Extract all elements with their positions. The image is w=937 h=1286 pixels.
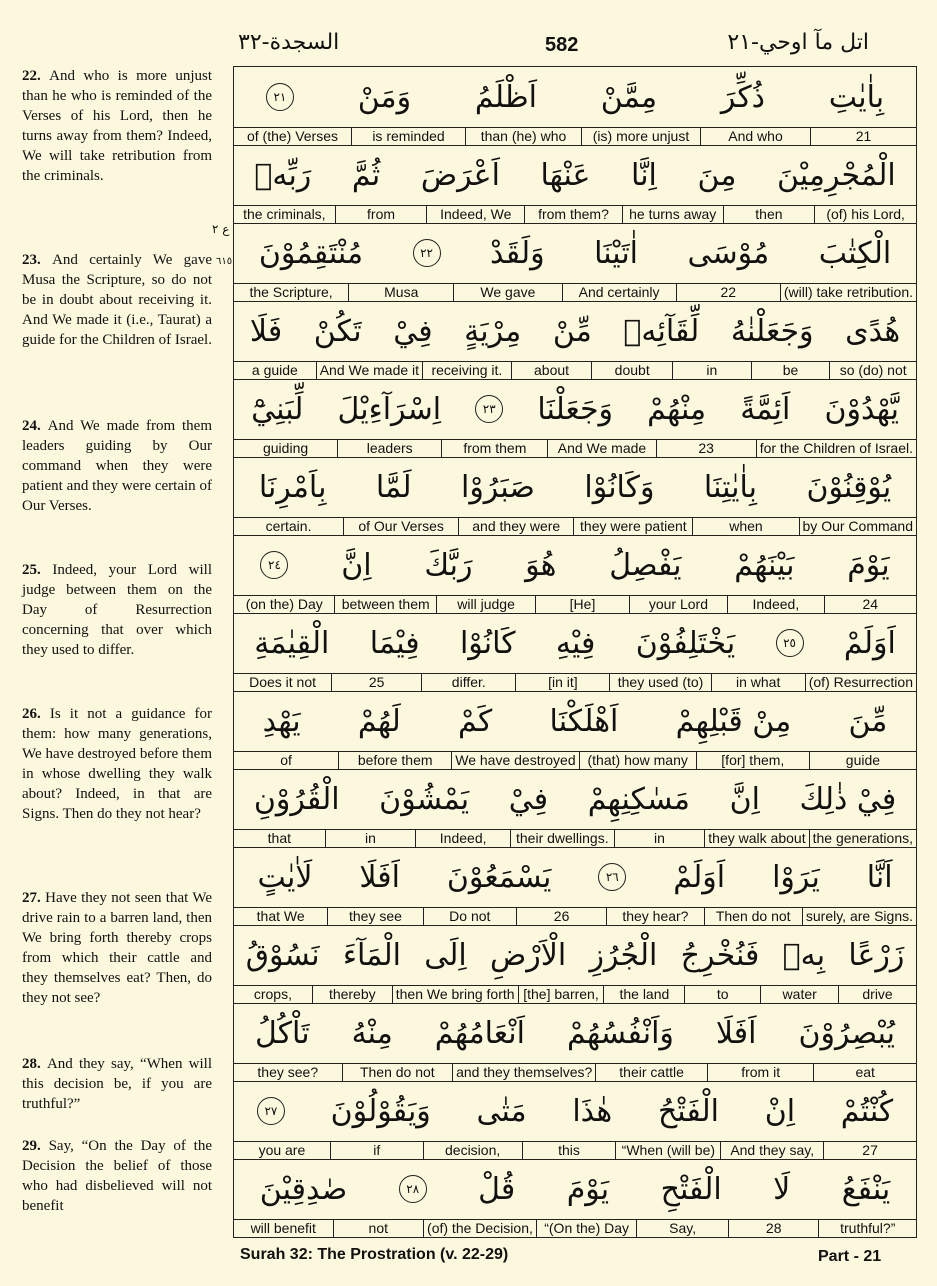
ruku-number: ٦١٥ bbox=[216, 256, 233, 267]
gloss-cell: (of) his Lord, bbox=[814, 206, 916, 223]
arabic-word: ثُمَّ bbox=[351, 157, 381, 193]
gloss-cell: is reminded bbox=[351, 128, 465, 145]
arabic-word: مِّنْ bbox=[552, 313, 592, 349]
gloss-cell: differ. bbox=[421, 674, 515, 691]
verse-number: 22. bbox=[22, 68, 50, 84]
gloss-cell: [for] them, bbox=[696, 752, 809, 769]
gloss-cell: Do not bbox=[423, 908, 516, 925]
verse-row bbox=[234, 613, 916, 691]
arabic-word: يَوْمَ bbox=[847, 547, 890, 583]
verse-number: 27. bbox=[22, 890, 46, 906]
arabic-word: بِاٰيٰتِ bbox=[828, 79, 885, 115]
gloss-line bbox=[234, 751, 916, 770]
gloss-line bbox=[234, 829, 916, 848]
arabic-word: بِهٖ bbox=[782, 937, 826, 973]
gloss-cell: so (do) not bbox=[829, 362, 916, 379]
arabic-word: نَسُوْقُ bbox=[245, 937, 320, 973]
verse-text: And who is more unjust than he who is reminded of the Verses of his Lord, then he turns away from them? Indeed, We will take retribution from the criminals. bbox=[22, 68, 212, 184]
gloss-cell: 26 bbox=[516, 908, 606, 925]
gloss-cell: truthful?” bbox=[818, 1220, 916, 1237]
arabic-word: يُبْصِرُوْنَ bbox=[798, 1015, 895, 1051]
arabic-word: فَنُخْرِجُ bbox=[680, 937, 760, 973]
arabic-word: لَا bbox=[773, 1171, 791, 1207]
arabic-line bbox=[234, 301, 916, 361]
arabic-word: الْمَآءَ bbox=[342, 937, 401, 973]
gloss-cell: the land bbox=[603, 986, 684, 1003]
arabic-word: الْقُرُوْنِ bbox=[253, 781, 340, 817]
gloss-cell: a guide bbox=[251, 362, 298, 378]
gloss-cell: your Lord bbox=[629, 596, 727, 613]
gloss-line bbox=[234, 205, 916, 224]
commentary-verse-28 bbox=[22, 1054, 212, 1114]
verse-text: And We made from them leaders guiding by Our command when they were patient and they were certain of Our Verses. bbox=[22, 418, 212, 514]
gloss-line bbox=[234, 517, 916, 536]
gloss-cell: about bbox=[511, 362, 592, 379]
verse-text: And they say, “When will this decision be, if you are truthful?” bbox=[22, 1056, 212, 1112]
gloss-cell: And certainly bbox=[562, 284, 676, 301]
arabic-word: فَلَا bbox=[249, 313, 283, 349]
gloss-cell: then bbox=[723, 206, 815, 223]
arabic-word: مَتٰى bbox=[476, 1093, 527, 1129]
verse-number: 28. bbox=[22, 1056, 47, 1072]
gloss-cell: they used (to) bbox=[609, 674, 710, 691]
arabic-line bbox=[234, 769, 916, 829]
gloss-cell: (of) Resurrection bbox=[805, 674, 916, 691]
arabic-word: اِنَّ bbox=[341, 547, 372, 583]
gloss-cell: their cattle bbox=[595, 1064, 707, 1081]
arabic-word: اَوَلَمْ bbox=[673, 859, 726, 895]
gloss-line bbox=[234, 907, 916, 926]
gloss-cell: decision, bbox=[423, 1142, 522, 1159]
gloss-cell: to bbox=[684, 986, 760, 1003]
arabic-word: مِمَّنْ bbox=[600, 79, 658, 115]
ayah-number-marker: ٢١ bbox=[266, 83, 294, 111]
verse-text: Indeed, your Lord will judge between them on the Day of Resurrection concerning that over which they used to differ. bbox=[22, 562, 212, 658]
gloss-cell: of (the) Verses bbox=[246, 128, 339, 144]
arabic-line bbox=[234, 457, 916, 517]
verse-text: Is it not a guidance for them: how many generations, We have destroyed before them in whose dwelling they walk about? Indeed, in that are Signs. Then do they not hear? bbox=[22, 706, 213, 822]
gloss-cell: (will) take retribution. bbox=[780, 284, 916, 301]
gloss-cell: for the Children of Israel. bbox=[756, 440, 916, 457]
arabic-word: لَمَّا bbox=[375, 469, 412, 505]
verse-number: 23. bbox=[22, 252, 53, 268]
gloss-cell: be bbox=[751, 362, 830, 379]
gloss-cell: they see bbox=[327, 908, 422, 925]
arabic-word: اِسْرَآءِيْلَ bbox=[337, 391, 442, 427]
gloss-cell: they walk about bbox=[704, 830, 808, 847]
gloss-line bbox=[234, 1219, 916, 1238]
arabic-line bbox=[234, 223, 916, 283]
arabic-word: يَسْمَعُوْنَ bbox=[446, 859, 552, 895]
ayah-number-marker: ٢٥ bbox=[776, 629, 804, 657]
verse-number: 25. bbox=[22, 562, 53, 578]
gloss-cell: the criminals, bbox=[243, 206, 326, 222]
gloss-cell: if bbox=[330, 1142, 423, 1159]
gloss-cell: (on the) Day bbox=[245, 596, 323, 612]
arabic-word: وَمَنْ bbox=[357, 79, 412, 115]
arabic-word: مُوْسَى bbox=[687, 235, 770, 271]
gloss-cell: 28 bbox=[728, 1220, 819, 1237]
gloss-cell: that bbox=[267, 830, 292, 846]
arabic-word: مِنْهُ bbox=[351, 1015, 393, 1051]
gloss-line bbox=[234, 1063, 916, 1082]
gloss-cell: thereby bbox=[312, 986, 392, 1003]
arabic-line bbox=[234, 379, 916, 439]
gloss-cell: not bbox=[333, 1220, 424, 1237]
arabic-word: مِّنَ bbox=[848, 703, 888, 739]
arabic-word: لَاٰيٰتٍ bbox=[257, 859, 313, 895]
gloss-cell: they see? bbox=[257, 1064, 319, 1080]
arabic-line bbox=[234, 691, 916, 751]
gloss-line bbox=[234, 127, 916, 146]
arabic-word: مُنْتَقِمُوْنَ bbox=[258, 235, 364, 271]
verse-text: And certainly We gave Musa the Scripture, so do not be in doubt about receiving it. And We made it (i.e., Taurat) a guide for the Children of Israel. bbox=[22, 252, 213, 348]
gloss-cell: this bbox=[522, 1142, 616, 1159]
surah-footer: Surah 32: The Prostration (v. 22-29) bbox=[240, 1246, 509, 1263]
arabic-word: يَخْتَلِفُوْنَ bbox=[635, 625, 736, 661]
gloss-cell: leaders bbox=[337, 440, 441, 457]
arabic-word: اِنَّ bbox=[729, 781, 760, 817]
commentary-verse-24 bbox=[22, 416, 212, 516]
arabic-word: فِيْ bbox=[393, 313, 433, 349]
arabic-word: رَبِّهٖ bbox=[254, 157, 312, 193]
surah-name-header: السجدة-٣٢ bbox=[238, 30, 340, 55]
gloss-cell: Then do not bbox=[342, 1064, 453, 1081]
arabic-word: اَهْلَكْنَا bbox=[549, 703, 619, 739]
commentary-verse-22 bbox=[22, 66, 212, 186]
gloss-cell: (of) the Decision, bbox=[423, 1220, 536, 1237]
arabic-word: فِيْمَا bbox=[369, 625, 420, 661]
gloss-cell: 25 bbox=[331, 674, 421, 691]
gloss-cell: between them bbox=[334, 596, 435, 613]
arabic-word: زَرْعًا bbox=[848, 937, 905, 973]
arabic-word: بِاَمْرِنَا bbox=[258, 469, 327, 505]
arabic-word: فِيْ bbox=[508, 781, 549, 817]
gloss-cell: by Our Command bbox=[799, 518, 916, 535]
commentary-verse-29 bbox=[22, 1136, 212, 1216]
gloss-cell: “(On the) Day bbox=[536, 1220, 637, 1237]
gloss-cell: and they themselves? bbox=[452, 1064, 595, 1081]
gloss-cell: of bbox=[280, 752, 292, 768]
arabic-word: بِاٰيٰتِنَا bbox=[703, 469, 758, 505]
gloss-cell: that We bbox=[256, 908, 305, 924]
gloss-cell: from them bbox=[441, 440, 547, 457]
gloss-cell: 24 bbox=[824, 596, 916, 613]
gloss-cell: We gave bbox=[453, 284, 561, 301]
gloss-cell: in bbox=[614, 830, 705, 847]
arabic-word: عَنْهَا bbox=[540, 157, 591, 193]
arabic-word: كُنْتُمْ bbox=[840, 1093, 894, 1129]
gloss-cell: And they say, bbox=[720, 1142, 823, 1159]
ruku-marker: ع ۲ bbox=[212, 222, 230, 236]
verse-number: 26. bbox=[22, 706, 50, 722]
verse-row bbox=[234, 847, 916, 925]
gloss-cell: they were patient bbox=[573, 518, 692, 535]
gloss-cell: surely, are Signs. bbox=[802, 908, 916, 925]
gloss-cell: (is) more unjust bbox=[581, 128, 700, 145]
gloss-cell: Musa bbox=[348, 284, 453, 301]
arabic-line bbox=[234, 145, 916, 205]
verse-row bbox=[234, 145, 916, 223]
arabic-word: الْفَتْحِ bbox=[660, 1171, 722, 1207]
gloss-cell: drive bbox=[838, 986, 916, 1003]
arabic-word: يَّهْدُوْنَ bbox=[824, 391, 899, 427]
arabic-word: الْقِيٰمَةِ bbox=[254, 625, 330, 661]
arabic-line bbox=[234, 925, 916, 985]
gloss-cell: than (he) who bbox=[465, 128, 581, 145]
arabic-word: اَئِمَّةً bbox=[740, 391, 791, 427]
gloss-cell: “When (will be) bbox=[615, 1142, 720, 1159]
ayah-number-marker: ٢٧ bbox=[257, 1097, 285, 1125]
arabic-word: اِنَّا bbox=[631, 157, 657, 193]
arabic-word: مِرْيَةٍ bbox=[464, 313, 522, 349]
page-number: 582 bbox=[545, 34, 579, 56]
arabic-word: كَانُوْا bbox=[459, 625, 516, 661]
arabic-word: تَكُنْ bbox=[313, 313, 362, 349]
gloss-cell: And We made it bbox=[316, 362, 422, 379]
arabic-word: الْاَرْضِ bbox=[490, 937, 567, 973]
arabic-word: الْمُجْرِمِيْنَ bbox=[777, 157, 896, 193]
translation-grid bbox=[233, 66, 917, 1238]
gloss-cell: the Scripture, bbox=[249, 284, 333, 300]
gloss-cell: before them bbox=[338, 752, 451, 769]
arabic-word: اَنْعَامُهُمْ bbox=[434, 1015, 525, 1051]
gloss-cell: guide bbox=[809, 752, 916, 769]
verse-row bbox=[234, 1081, 916, 1159]
gloss-cell: when bbox=[692, 518, 798, 535]
arabic-line bbox=[234, 535, 916, 595]
arabic-line bbox=[234, 1159, 916, 1219]
verse-row bbox=[234, 457, 916, 535]
gloss-cell: certain. bbox=[265, 518, 312, 534]
gloss-cell: 23 bbox=[656, 440, 756, 457]
gloss-cell: will judge bbox=[436, 596, 535, 613]
arabic-word: مَسٰكِنِهِمْ bbox=[587, 781, 690, 817]
arabic-line bbox=[234, 67, 916, 127]
arabic-word: اَنَّا bbox=[866, 859, 893, 895]
verse-row bbox=[234, 1159, 916, 1237]
arabic-word: الْجُرُزِ bbox=[589, 937, 658, 973]
arabic-word: وَجَعَلْنٰهُ bbox=[730, 313, 814, 349]
arabic-word: اَفَلَا bbox=[715, 1015, 757, 1051]
gloss-cell: from bbox=[335, 206, 427, 223]
gloss-cell: We have destroyed bbox=[451, 752, 578, 769]
gloss-cell: Say, bbox=[636, 1220, 728, 1237]
verse-row bbox=[234, 1003, 916, 1081]
arabic-word: كَمْ bbox=[458, 703, 493, 739]
gloss-cell: And who bbox=[700, 128, 810, 145]
arabic-word: وَلَقَدْ bbox=[490, 235, 545, 271]
verse-number: 24. bbox=[22, 418, 48, 434]
gloss-cell: of Our Verses bbox=[343, 518, 458, 535]
gloss-cell: in what bbox=[711, 674, 805, 691]
verse-row bbox=[234, 67, 916, 145]
arabic-word: يُوْقِنُوْنَ bbox=[806, 469, 892, 505]
verse-row bbox=[234, 535, 916, 613]
gloss-line bbox=[234, 595, 916, 614]
gloss-cell: eat bbox=[813, 1064, 916, 1081]
gloss-cell: Indeed, We bbox=[426, 206, 524, 223]
gloss-cell: from them? bbox=[524, 206, 622, 223]
arabic-word: قُلْ bbox=[478, 1171, 516, 1207]
arabic-word: بَيْنَهُمْ bbox=[734, 547, 795, 583]
commentary-verse-26 bbox=[22, 704, 212, 824]
gloss-cell: [He] bbox=[535, 596, 628, 613]
ayah-number-marker: ٢٤ bbox=[260, 551, 288, 579]
arabic-word: اَظْلَمُ bbox=[474, 79, 537, 115]
verse-row bbox=[234, 379, 916, 457]
ayah-number-marker: ٢٣ bbox=[475, 395, 503, 423]
arabic-word: لِّقَآئِهٖ bbox=[623, 313, 700, 349]
arabic-word: يَنْفَعُ bbox=[841, 1171, 891, 1207]
juz-name-header: اتل مآ اوحي-٢١ bbox=[727, 30, 869, 55]
commentary-verse-27 bbox=[22, 888, 212, 1008]
arabic-word: وَيَقُوْلُوْنَ bbox=[330, 1093, 431, 1129]
arabic-line bbox=[234, 1003, 916, 1063]
arabic-word: وَكَانُوْا bbox=[584, 469, 655, 505]
gloss-cell: [in it] bbox=[515, 674, 609, 691]
gloss-cell: in bbox=[325, 830, 416, 847]
arabic-word: الْفَتْحُ bbox=[657, 1093, 720, 1129]
verse-row bbox=[234, 691, 916, 769]
verse-row bbox=[234, 223, 916, 301]
gloss-cell: will benefit bbox=[250, 1220, 316, 1236]
gloss-cell: the generations, bbox=[809, 830, 916, 847]
gloss-cell: then We bring forth bbox=[392, 986, 518, 1003]
gloss-cell: their dwellings. bbox=[510, 830, 614, 847]
gloss-cell: And We made bbox=[547, 440, 655, 457]
arabic-line bbox=[234, 613, 916, 673]
commentary-verse-23 bbox=[22, 250, 212, 350]
gloss-cell: [the] barren, bbox=[518, 986, 604, 1003]
arabic-word: فِيْ ذٰلِكَ bbox=[799, 781, 897, 817]
arabic-word: يَفْصِلُ bbox=[609, 547, 682, 583]
gloss-cell: water bbox=[760, 986, 838, 1003]
ayah-number-marker: ٢٢ bbox=[413, 239, 441, 267]
ayah-number-marker: ٢٦ bbox=[598, 863, 626, 891]
gloss-cell: Does it not bbox=[249, 674, 317, 690]
gloss-cell: Indeed, bbox=[727, 596, 823, 613]
gloss-line bbox=[234, 283, 916, 302]
arabic-word: مِنْ قَبْلِهِمْ bbox=[675, 703, 792, 739]
gloss-line bbox=[234, 985, 916, 1004]
arabic-word: تَاْكُلُ bbox=[255, 1015, 310, 1051]
gloss-cell: Then do not bbox=[704, 908, 802, 925]
verse-number: 29. bbox=[22, 1138, 49, 1154]
arabic-word: هُوَ bbox=[525, 547, 557, 583]
arabic-word: صَبَرُوْا bbox=[460, 469, 535, 505]
arabic-word: فِيْهِ bbox=[555, 625, 596, 661]
gloss-cell: doubt bbox=[591, 362, 672, 379]
verse-row bbox=[234, 925, 916, 1003]
arabic-word: اِنْ bbox=[764, 1093, 796, 1129]
gloss-cell: in bbox=[672, 362, 751, 379]
gloss-cell: from it bbox=[707, 1064, 814, 1081]
gloss-cell: you are bbox=[258, 1142, 306, 1158]
arabic-word: يَهْدِ bbox=[262, 703, 301, 739]
gloss-cell: crops, bbox=[253, 986, 292, 1002]
arabic-word: اَعْرَضَ bbox=[420, 157, 500, 193]
arabic-line bbox=[234, 847, 916, 907]
gloss-cell: 27 bbox=[823, 1142, 916, 1159]
gloss-line bbox=[234, 1141, 916, 1160]
arabic-word: اِلَى bbox=[424, 937, 467, 973]
ayah-number-marker: ٢٨ bbox=[399, 1175, 427, 1203]
gloss-cell: (that) how many bbox=[579, 752, 696, 769]
verse-text: Have they not seen that We drive rain to a barren land, then We bring forth thereby crops from which their cattle and they themselves eat? Then, do they not see? bbox=[22, 890, 212, 1006]
verse-row bbox=[234, 769, 916, 847]
arabic-word: لَهُمْ bbox=[357, 703, 401, 739]
gloss-line bbox=[234, 673, 916, 692]
gloss-cell: 22 bbox=[676, 284, 780, 301]
gloss-cell: Indeed, bbox=[415, 830, 510, 847]
arabic-word: لِّبَنِيْٓ bbox=[251, 391, 304, 427]
verse-row bbox=[234, 301, 916, 379]
gloss-cell: he turns away bbox=[622, 206, 723, 223]
arabic-word: هٰذَا bbox=[572, 1093, 613, 1129]
arabic-line bbox=[234, 1081, 916, 1141]
arabic-word: رَبَّكَ bbox=[424, 547, 473, 583]
arabic-word: وَجَعَلْنَا bbox=[537, 391, 614, 427]
gloss-line bbox=[234, 439, 916, 458]
gloss-line bbox=[234, 361, 916, 380]
commentary-verse-25 bbox=[22, 560, 212, 660]
arabic-word: يَمْشُوْنَ bbox=[379, 781, 470, 817]
arabic-word: اَفَلَا bbox=[359, 859, 400, 895]
gloss-cell: guiding bbox=[262, 440, 309, 456]
arabic-word: مِنْهُمْ bbox=[647, 391, 707, 427]
gloss-cell: 21 bbox=[810, 128, 916, 145]
arabic-word: ذُكِّرَ bbox=[720, 79, 766, 115]
arabic-word: هُدًى bbox=[845, 313, 901, 349]
gloss-cell: they hear? bbox=[606, 908, 703, 925]
arabic-word: يَوْمَ bbox=[566, 1171, 610, 1207]
arabic-word: صٰدِقِيْنَ bbox=[259, 1171, 348, 1207]
gloss-cell: receiving it. bbox=[422, 362, 511, 379]
part-footer: Part - 21 bbox=[818, 1248, 882, 1265]
arabic-word: وَاَنْفُسُهُمْ bbox=[566, 1015, 674, 1051]
gloss-cell: and they were bbox=[458, 518, 573, 535]
arabic-word: مِنَ bbox=[697, 157, 737, 193]
arabic-word: يَرَوْا bbox=[772, 859, 820, 895]
arabic-word: اٰتَيْنَا bbox=[594, 235, 639, 271]
arabic-word: اَوَلَمْ bbox=[843, 625, 896, 661]
verse-text: Say, “On the Day of the Decision the belief of those who had disbelieved will not benefit bbox=[22, 1138, 213, 1214]
arabic-word: الْكِتٰبَ bbox=[818, 235, 892, 271]
